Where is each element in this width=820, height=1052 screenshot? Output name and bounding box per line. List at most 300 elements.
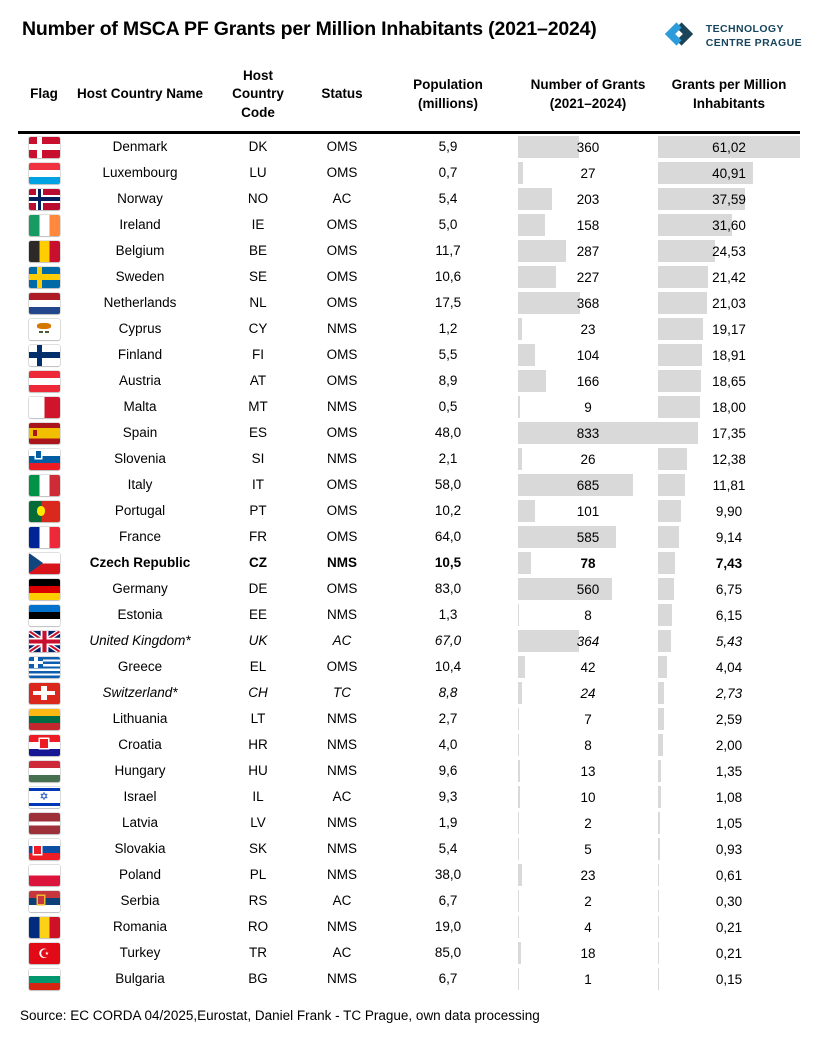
flag-cell: [18, 160, 70, 186]
population: 2,7: [438, 711, 458, 727]
flag-cell: [18, 914, 70, 940]
table-row: [18, 498, 800, 524]
status: NMS: [327, 919, 357, 935]
population: 5,0: [438, 217, 458, 233]
grants-cell: [518, 524, 658, 550]
status: NMS: [327, 555, 357, 571]
status: OMS: [326, 243, 358, 259]
status: OMS: [326, 347, 358, 363]
grants-bar: [518, 500, 535, 522]
grants-bar: [518, 760, 520, 782]
table-row: [18, 862, 800, 888]
flag-cell: [18, 290, 70, 316]
flag-cell: [18, 420, 70, 446]
population: 10,2: [434, 503, 462, 519]
grants-bar: [518, 266, 556, 288]
country-name: Romania: [112, 919, 168, 935]
country-code: RO: [247, 919, 269, 935]
table-row: [18, 914, 800, 940]
grants-bar: [518, 240, 566, 262]
grants-value: 203: [576, 191, 600, 207]
country-code: LU: [249, 165, 267, 181]
grants-per-million-value: 11,81: [712, 477, 746, 493]
country-name: Latvia: [121, 815, 159, 831]
grants-cell: [518, 160, 658, 186]
top-bar: [0, 0, 820, 58]
grants-value: 23: [580, 321, 596, 337]
grants-per-million-value: 0,61: [715, 867, 743, 883]
grants-cell: [518, 810, 658, 836]
status: NMS: [327, 841, 357, 857]
grants-per-million-cell: [658, 732, 800, 758]
population: 5,5: [438, 347, 458, 363]
grants-per-million-cell: [658, 472, 800, 498]
population: 5,9: [438, 139, 458, 155]
grants-value: 368: [576, 295, 600, 311]
grants-per-million-value: 2,73: [715, 685, 743, 701]
status: NMS: [327, 321, 357, 337]
grants-per-million-value: 6,15: [715, 607, 743, 623]
grants-per-million-cell: [658, 264, 800, 290]
grants-per-million-cell: [658, 758, 800, 784]
flag-icon: [29, 371, 60, 392]
grants-value: 8: [584, 737, 592, 753]
status: TC: [333, 685, 351, 701]
grants-per-million-value: 5,43: [715, 633, 743, 649]
flag-icon: [29, 891, 60, 912]
country-name: Croatia: [118, 737, 162, 753]
table-row: [18, 550, 800, 576]
country-code: NO: [247, 191, 269, 207]
status: OMS: [326, 425, 358, 441]
grants-value: 42: [580, 659, 596, 675]
grants-value: 685: [576, 477, 600, 493]
table-row: [18, 368, 800, 394]
grants-cell: [518, 940, 658, 966]
grants-bar: [518, 630, 579, 652]
flag-icon: [29, 345, 60, 366]
grants-cell: [518, 654, 658, 680]
flag-icon: [29, 735, 60, 756]
flag-icon: [29, 709, 60, 730]
grants-cell: [518, 628, 658, 654]
country-name: Belgium: [115, 243, 165, 259]
population: 6,7: [438, 893, 458, 909]
grants-per-million-bar: [658, 890, 659, 912]
flag-icon: [29, 761, 60, 782]
grants-bar: [518, 318, 522, 340]
country-name: United Kingdom*: [89, 633, 191, 649]
grants-cell: [518, 862, 658, 888]
country-name: Norway: [117, 191, 163, 207]
flag-cell: [18, 368, 70, 394]
population: 10,6: [434, 269, 462, 285]
table-row: [18, 680, 800, 706]
country-code: FI: [252, 347, 264, 363]
country-code: PL: [249, 867, 267, 883]
status: OMS: [326, 165, 358, 181]
grants-per-million-cell: [658, 862, 800, 888]
flag-cell: [18, 446, 70, 472]
grants-per-million-value: 18,00: [712, 399, 746, 415]
grants-per-million-bar: [658, 448, 687, 470]
population: 2,1: [438, 451, 458, 467]
grants-per-million-value: 1,05: [715, 815, 743, 831]
grants-bar: [518, 682, 522, 704]
grants-per-million-cell: [658, 888, 800, 914]
table-row: [18, 836, 800, 862]
grants-value: 78: [580, 555, 596, 571]
grants-cell: [518, 758, 658, 784]
population: 67,0: [434, 633, 462, 649]
status: OMS: [326, 269, 358, 285]
flag-cell: [18, 810, 70, 836]
grants-per-million-cell: [658, 966, 800, 992]
grants-cell: [518, 732, 658, 758]
table-row: [18, 134, 800, 160]
flag-icon: [29, 683, 60, 704]
country-name: Slovenia: [114, 451, 166, 467]
flag-icon: [29, 527, 60, 548]
grants-per-million-cell: [658, 784, 800, 810]
grants-per-million-value: 0,30: [715, 893, 743, 909]
country-code: UK: [248, 633, 268, 649]
grants-cell: [518, 316, 658, 342]
grants-per-million-value: 7,43: [715, 555, 743, 571]
flag-cell: [18, 732, 70, 758]
flag-icon: [29, 605, 60, 626]
header-population: Population (millions): [413, 77, 483, 111]
flag-cell: [18, 472, 70, 498]
grants-per-million-bar: [658, 760, 661, 782]
grants-per-million-cell: [658, 238, 800, 264]
tc-prague-logo-icon: [659, 14, 699, 59]
table-body: [0, 134, 820, 992]
status: OMS: [326, 529, 358, 545]
table-row: [18, 810, 800, 836]
grants-cell: [518, 264, 658, 290]
country-code: LV: [250, 815, 266, 831]
grants-per-million-value: 9,90: [715, 503, 743, 519]
grants-per-million-value: 6,75: [715, 581, 743, 597]
table-row: [18, 186, 800, 212]
country-code: SE: [248, 269, 267, 285]
table-row: [18, 524, 800, 550]
country-code: EE: [248, 607, 267, 623]
status: NMS: [327, 815, 357, 831]
country-code: PT: [249, 503, 267, 519]
table-header-row: [18, 58, 800, 134]
country-name: Israel: [123, 789, 157, 805]
grants-per-million-cell: [658, 706, 800, 732]
status: NMS: [327, 737, 357, 753]
grants-per-million-cell: [658, 498, 800, 524]
grants-per-million-cell: [658, 810, 800, 836]
flag-cell: [18, 680, 70, 706]
grants-bar: [518, 838, 519, 860]
flag-cell: [18, 134, 70, 160]
table-row: [18, 940, 800, 966]
grants-per-million-cell: [658, 316, 800, 342]
country-name: Hungary: [114, 763, 166, 779]
flag-cell: [18, 316, 70, 342]
flag-icon: [29, 969, 60, 990]
table-row: [18, 706, 800, 732]
country-name: Poland: [118, 867, 162, 883]
header-grants-per-million: Grants per Million Inhabitants: [671, 77, 787, 111]
status: NMS: [327, 763, 357, 779]
population: 83,0: [434, 581, 462, 597]
country-code: IE: [251, 217, 265, 233]
country-name: Italy: [127, 477, 153, 493]
flag-cell: [18, 966, 70, 992]
grants-per-million-bar: [658, 630, 671, 652]
grants-per-million-cell: [658, 680, 800, 706]
grants-per-million-cell: [658, 420, 800, 446]
grants-per-million-value: 24,53: [712, 243, 746, 259]
grants-cell: [518, 888, 658, 914]
population: 17,5: [434, 295, 462, 311]
grants-cell: [518, 706, 658, 732]
grants-bar: [518, 708, 519, 730]
grants-bar: [518, 942, 521, 964]
grants-per-million-value: 4,04: [715, 659, 743, 675]
grants-bar: [518, 370, 546, 392]
population: 0,7: [438, 165, 458, 181]
grants-value: 27: [580, 165, 596, 181]
country-code: EL: [249, 659, 267, 675]
grants-value: 7: [584, 711, 592, 727]
grants-per-million-cell: [658, 654, 800, 680]
grants-cell: [518, 134, 658, 160]
grants-per-million-cell: [658, 550, 800, 576]
grants-per-million-bar: [658, 604, 672, 626]
grants-per-million-bar: [658, 552, 675, 574]
country-code: ES: [248, 425, 267, 441]
country-code: SK: [248, 841, 267, 857]
grants-per-million-cell: [658, 212, 800, 238]
flag-cell: [18, 394, 70, 420]
grants-per-million-value: 17,35: [712, 425, 746, 441]
status: NMS: [327, 399, 357, 415]
grants-per-million-bar: [658, 838, 660, 860]
population: 1,9: [438, 815, 458, 831]
grants-per-million-cell: [658, 836, 800, 862]
source-note: Source: EC CORDA 04/2025,Eurostat, Daniel Frank - TC Prague, own data processing: [20, 1008, 540, 1023]
grants-per-million-bar: [658, 344, 702, 366]
country-code: RS: [248, 893, 268, 909]
country-code: MT: [248, 399, 268, 415]
grants-cell: [518, 576, 658, 602]
grants-value: 24: [580, 685, 596, 701]
grants-bar: [518, 136, 579, 158]
grants-cell: [518, 550, 658, 576]
grants-per-million-cell: [658, 602, 800, 628]
grants-per-million-bar: [658, 422, 698, 444]
grants-cell: [518, 836, 658, 862]
flag-icon: ☪: [29, 943, 60, 964]
grants-per-million-bar: [658, 292, 707, 314]
grants-per-million-bar: [658, 370, 701, 392]
flag-icon: [29, 917, 60, 938]
grants-cell: [518, 446, 658, 472]
logo-line2: CENTRE PRAGUE: [705, 36, 802, 49]
flag-cell: [18, 888, 70, 914]
grants-per-million-bar: [658, 734, 663, 756]
grants-per-million-bar: [658, 578, 674, 600]
country-name: France: [118, 529, 162, 545]
population: 19,0: [434, 919, 462, 935]
country-name: Austria: [118, 373, 162, 389]
grants-per-million-value: 18,91: [712, 347, 746, 363]
flag-icon: [29, 423, 60, 444]
grants-per-million-value: 2,59: [715, 711, 743, 727]
table-row: [18, 342, 800, 368]
grants-per-million-cell: [658, 290, 800, 316]
flag-icon: [29, 241, 60, 262]
grants-per-million-bar: [658, 812, 660, 834]
flag-cell: [18, 784, 70, 810]
grants-per-million-value: 0,15: [715, 971, 743, 987]
flag-icon: ✡: [29, 787, 60, 808]
grants-bar: [518, 864, 522, 886]
grants-value: 23: [580, 867, 596, 883]
country-code: CH: [248, 685, 268, 701]
grants-cell: [518, 602, 658, 628]
table-row: [18, 160, 800, 186]
grants-cell: [518, 680, 658, 706]
country-name: Bulgaria: [115, 971, 165, 987]
country-code: HU: [248, 763, 268, 779]
population: 64,0: [434, 529, 462, 545]
population: 0,5: [438, 399, 458, 415]
flag-icon: [29, 397, 60, 418]
country-code: IT: [252, 477, 264, 493]
grants-cell: [518, 966, 658, 992]
table-row: [18, 602, 800, 628]
grants-value: 26: [580, 451, 596, 467]
country-code: AT: [249, 373, 267, 389]
table-row: [18, 758, 800, 784]
population: 5,4: [438, 191, 458, 207]
grants-bar: [518, 292, 580, 314]
flag-cell: [18, 498, 70, 524]
grants-per-million-value: 9,14: [715, 529, 743, 545]
status: OMS: [326, 659, 358, 675]
grants-per-million-bar: [658, 266, 708, 288]
country-name: Portugal: [114, 503, 166, 519]
country-code: BG: [248, 971, 268, 987]
grants-value: 18: [580, 945, 596, 961]
flag-cell: [18, 836, 70, 862]
country-name: Cyprus: [118, 321, 162, 337]
flag-cell: [18, 238, 70, 264]
table-row: [18, 420, 800, 446]
grants-value: 101: [576, 503, 600, 519]
status: OMS: [326, 139, 358, 155]
population: 58,0: [434, 477, 462, 493]
population: 9,3: [438, 789, 458, 805]
grants-value: 585: [576, 529, 600, 545]
population: 4,0: [438, 737, 458, 753]
flag-cell: [18, 264, 70, 290]
country-name: Switzerland*: [102, 685, 178, 701]
grants-per-million-cell: [658, 524, 800, 550]
table-row: [18, 628, 800, 654]
population: 8,9: [438, 373, 458, 389]
flag-cell: [18, 628, 70, 654]
country-name: Finland: [117, 347, 163, 363]
grants-per-million-bar: [658, 240, 715, 262]
grants-per-million-bar: [658, 500, 681, 522]
flag-icon: [29, 553, 60, 574]
header-country-name: Host Country Name: [76, 86, 203, 102]
grants-per-million-bar: [658, 656, 667, 678]
population: 48,0: [434, 425, 462, 441]
grants-cell: [518, 342, 658, 368]
status: OMS: [326, 581, 358, 597]
grants-per-million-cell: [658, 446, 800, 472]
table-row: [18, 472, 800, 498]
grants-per-million-bar: [658, 786, 661, 808]
country-code: LT: [250, 711, 266, 727]
country-name: Serbia: [120, 893, 160, 909]
table-row: [18, 784, 800, 810]
flag-icon: [29, 475, 60, 496]
flag-cell: [18, 342, 70, 368]
country-code: HR: [248, 737, 268, 753]
country-name: Estonia: [117, 607, 163, 623]
table-row: [18, 446, 800, 472]
grants-bar: [518, 786, 520, 808]
status: AC: [332, 191, 352, 207]
country-name: Slovakia: [114, 841, 166, 857]
grants-cell: [518, 472, 658, 498]
status: OMS: [326, 503, 358, 519]
table-row: [18, 290, 800, 316]
grants-per-million-cell: [658, 628, 800, 654]
flag-cell: [18, 550, 70, 576]
grants-per-million-value: 0,21: [715, 919, 743, 935]
country-name: Greece: [117, 659, 163, 675]
country-name: Ireland: [119, 217, 161, 233]
grants-value: 9: [584, 399, 592, 415]
logo-line1: TECHNOLOGY: [705, 23, 784, 36]
grants-per-million-value: 12,38: [712, 451, 746, 467]
status: NMS: [327, 971, 357, 987]
page-title: Number of MSCA PF Grants per Million Inhabitants (2021–2024): [22, 18, 597, 40]
population: 85,0: [434, 945, 462, 961]
status: AC: [332, 893, 352, 909]
grants-cell: [518, 238, 658, 264]
grants-cell: [518, 394, 658, 420]
flag-icon: [29, 813, 60, 834]
population: 1,2: [438, 321, 458, 337]
flag-cell: [18, 212, 70, 238]
flag-icon: [29, 137, 60, 158]
grants-value: 287: [576, 243, 600, 259]
country-code: NL: [249, 295, 267, 311]
tc-prague-logo: [659, 14, 804, 59]
country-name: Spain: [122, 425, 158, 441]
grants-value: 227: [576, 269, 600, 285]
header-flag: Flag: [30, 86, 58, 102]
grants-value: 5: [584, 841, 592, 857]
country-name: Germany: [112, 581, 168, 597]
grants-value: 2: [584, 815, 592, 831]
flag-cell: [18, 654, 70, 680]
grants-per-million-cell: [658, 914, 800, 940]
